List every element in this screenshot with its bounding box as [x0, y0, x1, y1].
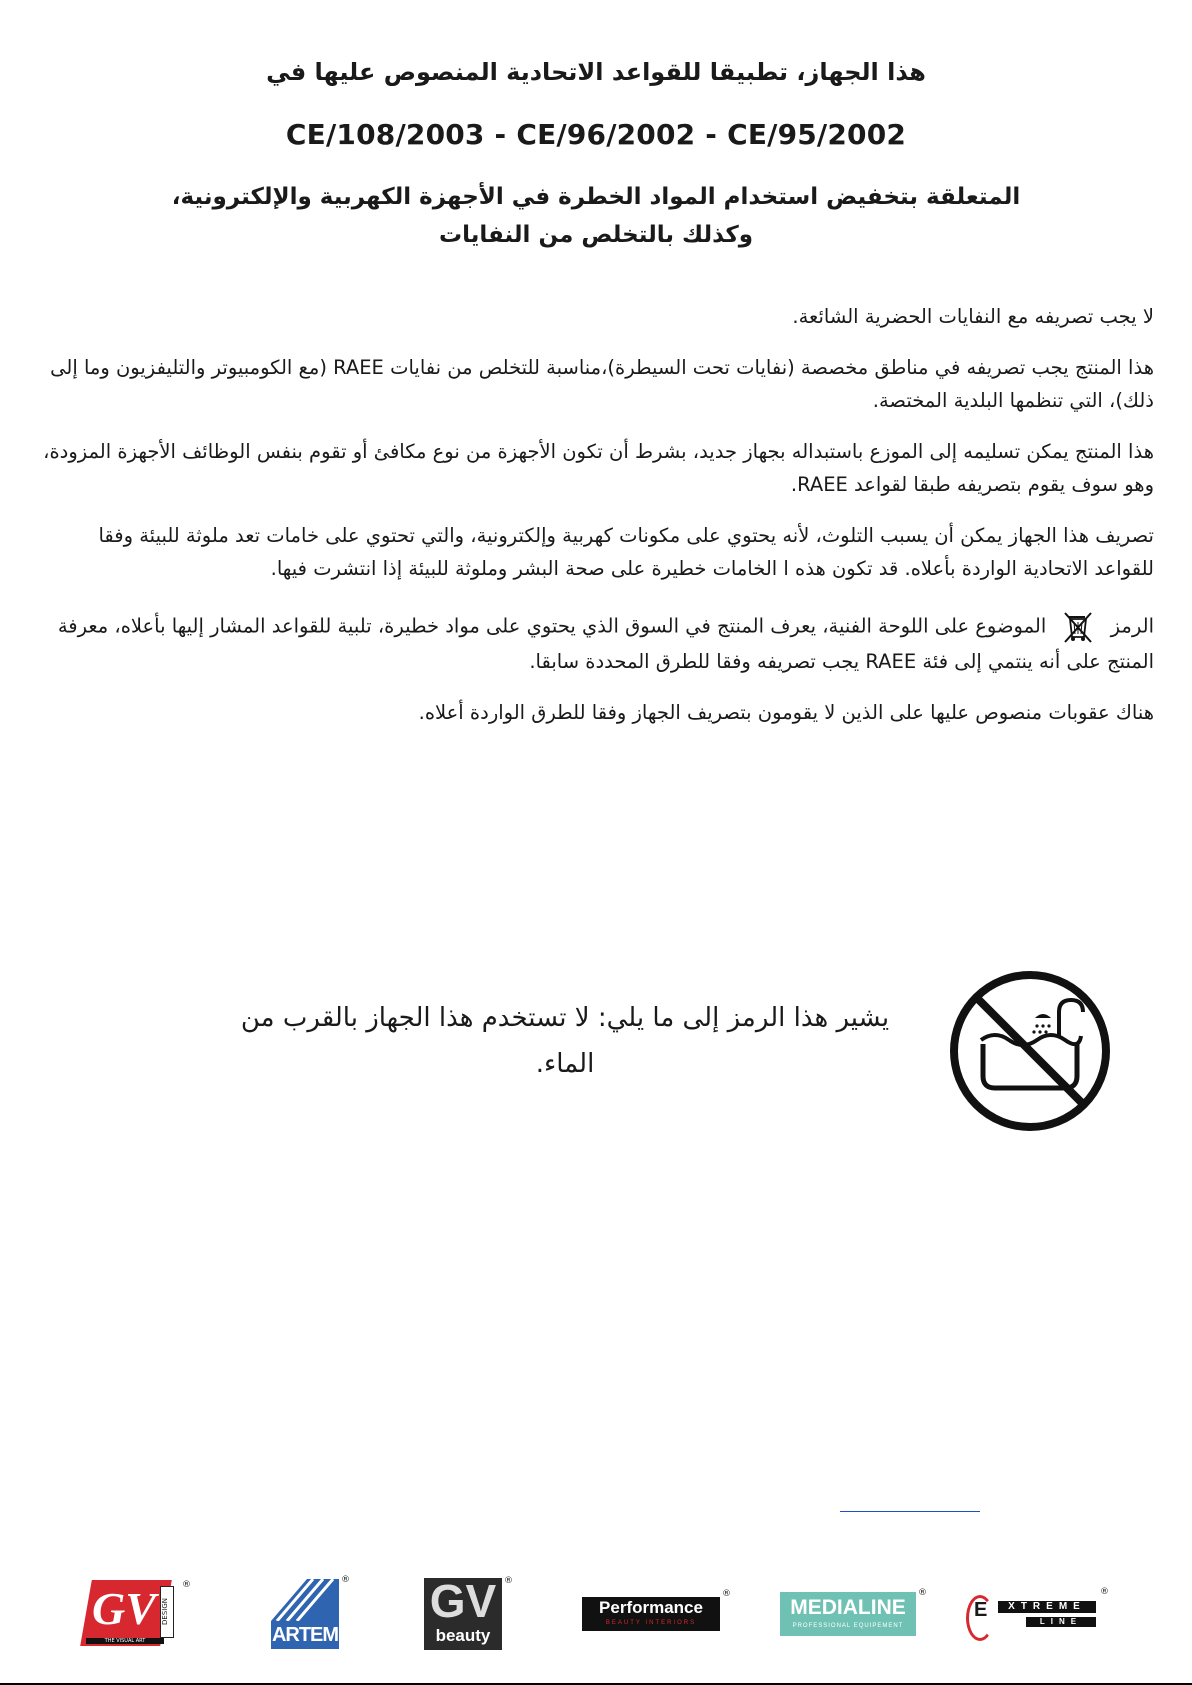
performance-sub: BEAUTY INTERIORS	[605, 1620, 697, 1626]
paragraph-1: لا يجب تصريفه مع النفايات الحضرية الشائعة.	[792, 305, 1154, 328]
no-water-bath-icon	[947, 968, 1113, 1134]
registered-mark: ®	[504, 1576, 513, 1586]
paragraph-2: هذا المنتج يجب تصريفه في مناطق مخصصة (نفايات تحت السيطرة)،مناسبة للتخلص من نفايات RAEE (مع الكومبيوتر والتليفزيون وما إلى ذلك)، التي تنظمها البلدية المختصة.	[50, 356, 1154, 412]
paragraph-5-end: الموضوع على اللوحة الفنية، يعرف المنتج في السوق الذي يحتوي على مواد خطيرة، تلبية للقواعد المشار إليها بأعلاه، معرفة المنتج على أنه ينتمي إلى فئة RAEE يجب تصريفه وفقا للطرق المحددة سابقا.	[57, 614, 1154, 673]
registered-mark: ®	[722, 1589, 731, 1599]
registered-mark: ®	[341, 1575, 350, 1585]
medialine-sub: PROFESSIONAL EQUIPEMENT	[792, 1623, 904, 1629]
artem-logo	[270, 1575, 350, 1650]
medialine-logo	[776, 1578, 927, 1650]
body-text	[34, 300, 1154, 747]
performance-logo	[580, 1578, 731, 1650]
extreme-label: XTREME	[998, 1601, 1096, 1613]
gv-beauty-letters: GV	[429, 1575, 497, 1627]
gv-design-side: DESIGN	[160, 1586, 174, 1638]
header-line-3	[0, 178, 1192, 254]
directive-numbers: CE/108/2003 - CE/96/2002 - CE/95/2002	[285, 118, 907, 151]
paragraph-5	[34, 609, 1154, 678]
extreme-line-label: LINE	[1026, 1617, 1096, 1627]
artem-label: ARTEM	[271, 1621, 339, 1649]
gv-beauty-logo	[423, 1575, 513, 1650]
registered-mark: ®	[918, 1588, 927, 1598]
gv-design-tagline: THE VISUAL ART	[86, 1638, 164, 1644]
performance-label: Performance	[599, 1598, 703, 1617]
medialine-label: MEDIALINE	[790, 1596, 906, 1619]
extreme-e: E	[974, 1599, 988, 1621]
header-line-3b: وكذلك بالتخلص من النفايات	[438, 222, 754, 248]
link-underline[interactable]	[840, 1511, 980, 1512]
gv-beauty-sub: beauty	[435, 1626, 491, 1645]
paragraph-5-start: الرمز	[1110, 614, 1154, 638]
header-line-3a: المتعلقة بتخفيض استخدام المواد الخطرة في الأجهزة الكهربية والإلكترونية،	[171, 184, 1021, 210]
gv-design-letters: GV	[92, 1583, 156, 1634]
water-warning-text: يشير هذا الرمز إلى ما يلي: لا تستخدم هذا الجهاز بالقرب من الماء.	[240, 1003, 890, 1079]
header-line-1: هذا الجهاز، تطبيقا للقواعد الاتحادية المنصوص عليها في	[266, 58, 926, 86]
gv-design-logo	[84, 1578, 191, 1650]
paragraph-3: هذا المنتج يمكن تسليمه إلى الموزع باستبداله بجهاز جديد، بشرط أن تكون الأجهزة من نوع مكافئ أو تقوم بنفس الوظائف الأجهزة المزودة، وهو سوف يقوم بتصريفه طبقا لقواعد RAEE.	[43, 440, 1154, 496]
paragraph-6: هناك عقوبات منصوص عليها على الذين لا يقومون بتصريف الجهاز وفقا للطرق الواردة أعلاه.	[418, 701, 1154, 724]
registered-mark: ®	[182, 1580, 191, 1590]
registered-mark: ®	[1100, 1587, 1109, 1597]
paragraph-4: تصريف هذا الجهاز يمكن أن يسبب التلوث، لأنه يحتوي على مكونات كهربية وإلكترونية، والتي تحتوي على خامات تعد ملوثة للبيئة وفقا للقواعد الاتحادية الواردة بأعلاه. قد تكون هذه ا الخامات خطيرة على صحة البشر وملوثة للبيئة إذا انتشرت فيها.	[98, 524, 1154, 580]
crossed-out-wheelie-bin-icon	[1060, 609, 1096, 645]
extreme-line-logo	[964, 1578, 1108, 1650]
